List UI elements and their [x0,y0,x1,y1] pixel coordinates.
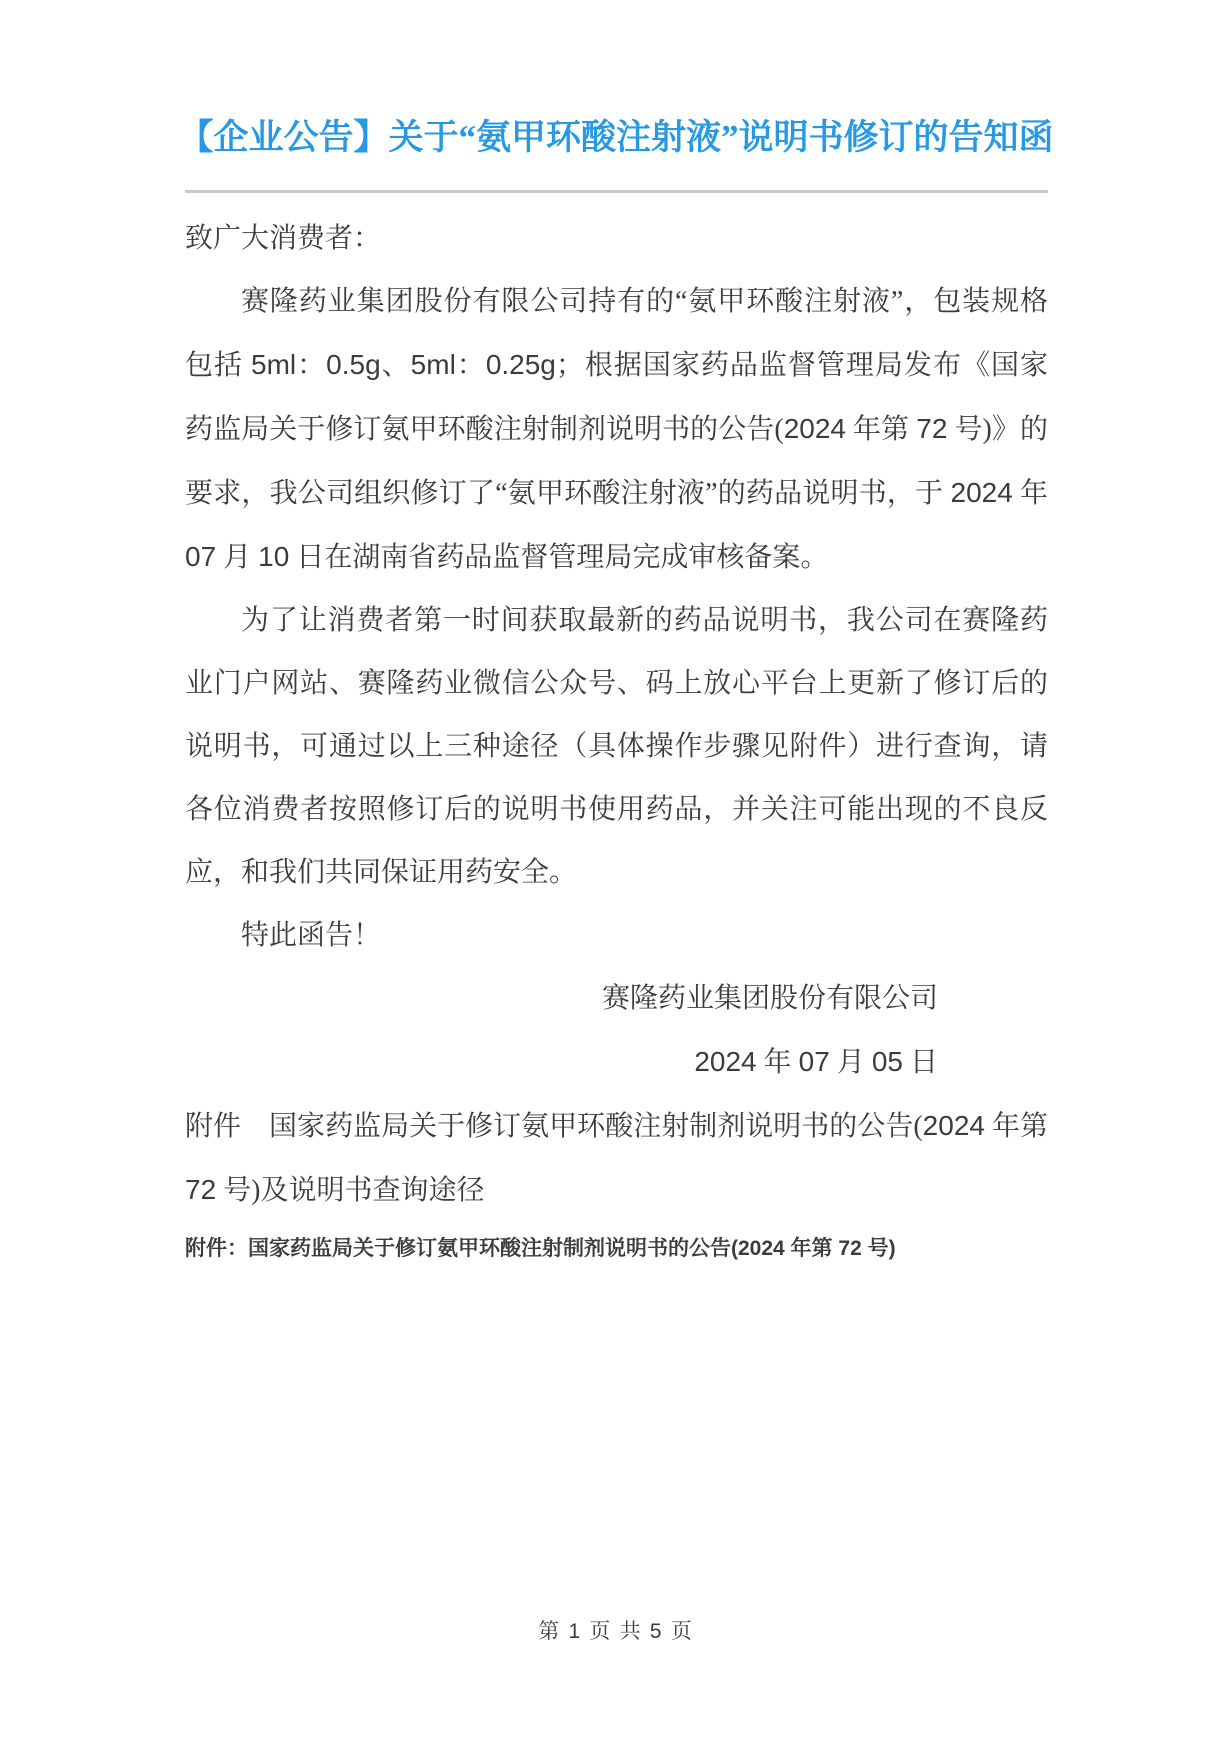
body-paragraph-2: 为了让消费者第一时间获取最新的药品说明书，我公司在赛隆药业门户网站、赛隆药业微信公众号、码上放心平台上更新了修订后的说明书，可通过以上三种途径（具体操作步骤见附件）进行查询，请各位消费者按照修订后的说明书使用药品，并关注可能出现的不良反应，和我们共同保证用药安全。 [185,605,1048,888]
salutation-line: 致广大消费者： [185,223,382,254]
page-title: 【企业公告】关于“氨甲环酸注射液”说明书修订的告知函 [178,118,1054,157]
signature-company: 赛隆药业集团股份有限公司 [601,983,938,1014]
page-number: 第 1 页 共 5 页 [538,1619,694,1643]
body-paragraph-1: 赛隆药业集团股份有限公司持有的“氨甲环酸注射液”，包装规格包括 5ml：0.5g、5ml：0.25g；根据国家药品监督管理局发布《国家药监局关于修订氨甲环酸注射制剂说明书的公告(2024 年第 72 号)》的要求，我公司组织修订了“氨甲环酸注射液”的药品说明书，于 2024 年 07 月 10 日在湖南省药品监督管理局完成审核备案。 [185,286,1048,573]
document-body [0,193,1232,1266]
closing-phrase: 特此函告！ [241,920,382,951]
attachment-reference: 附件 国家药监局关于修订氨甲环酸注射制剂说明书的公告(2024 年第 72 号)及说明书查询途径 [185,1110,1048,1206]
signature-date: 2024 年 07 月 05 日 [694,1046,938,1078]
attachment-title-bold: 附件：国家药监局关于修订氨甲环酸注射制剂说明书的公告(2024 年第 72 号) [185,1237,896,1260]
